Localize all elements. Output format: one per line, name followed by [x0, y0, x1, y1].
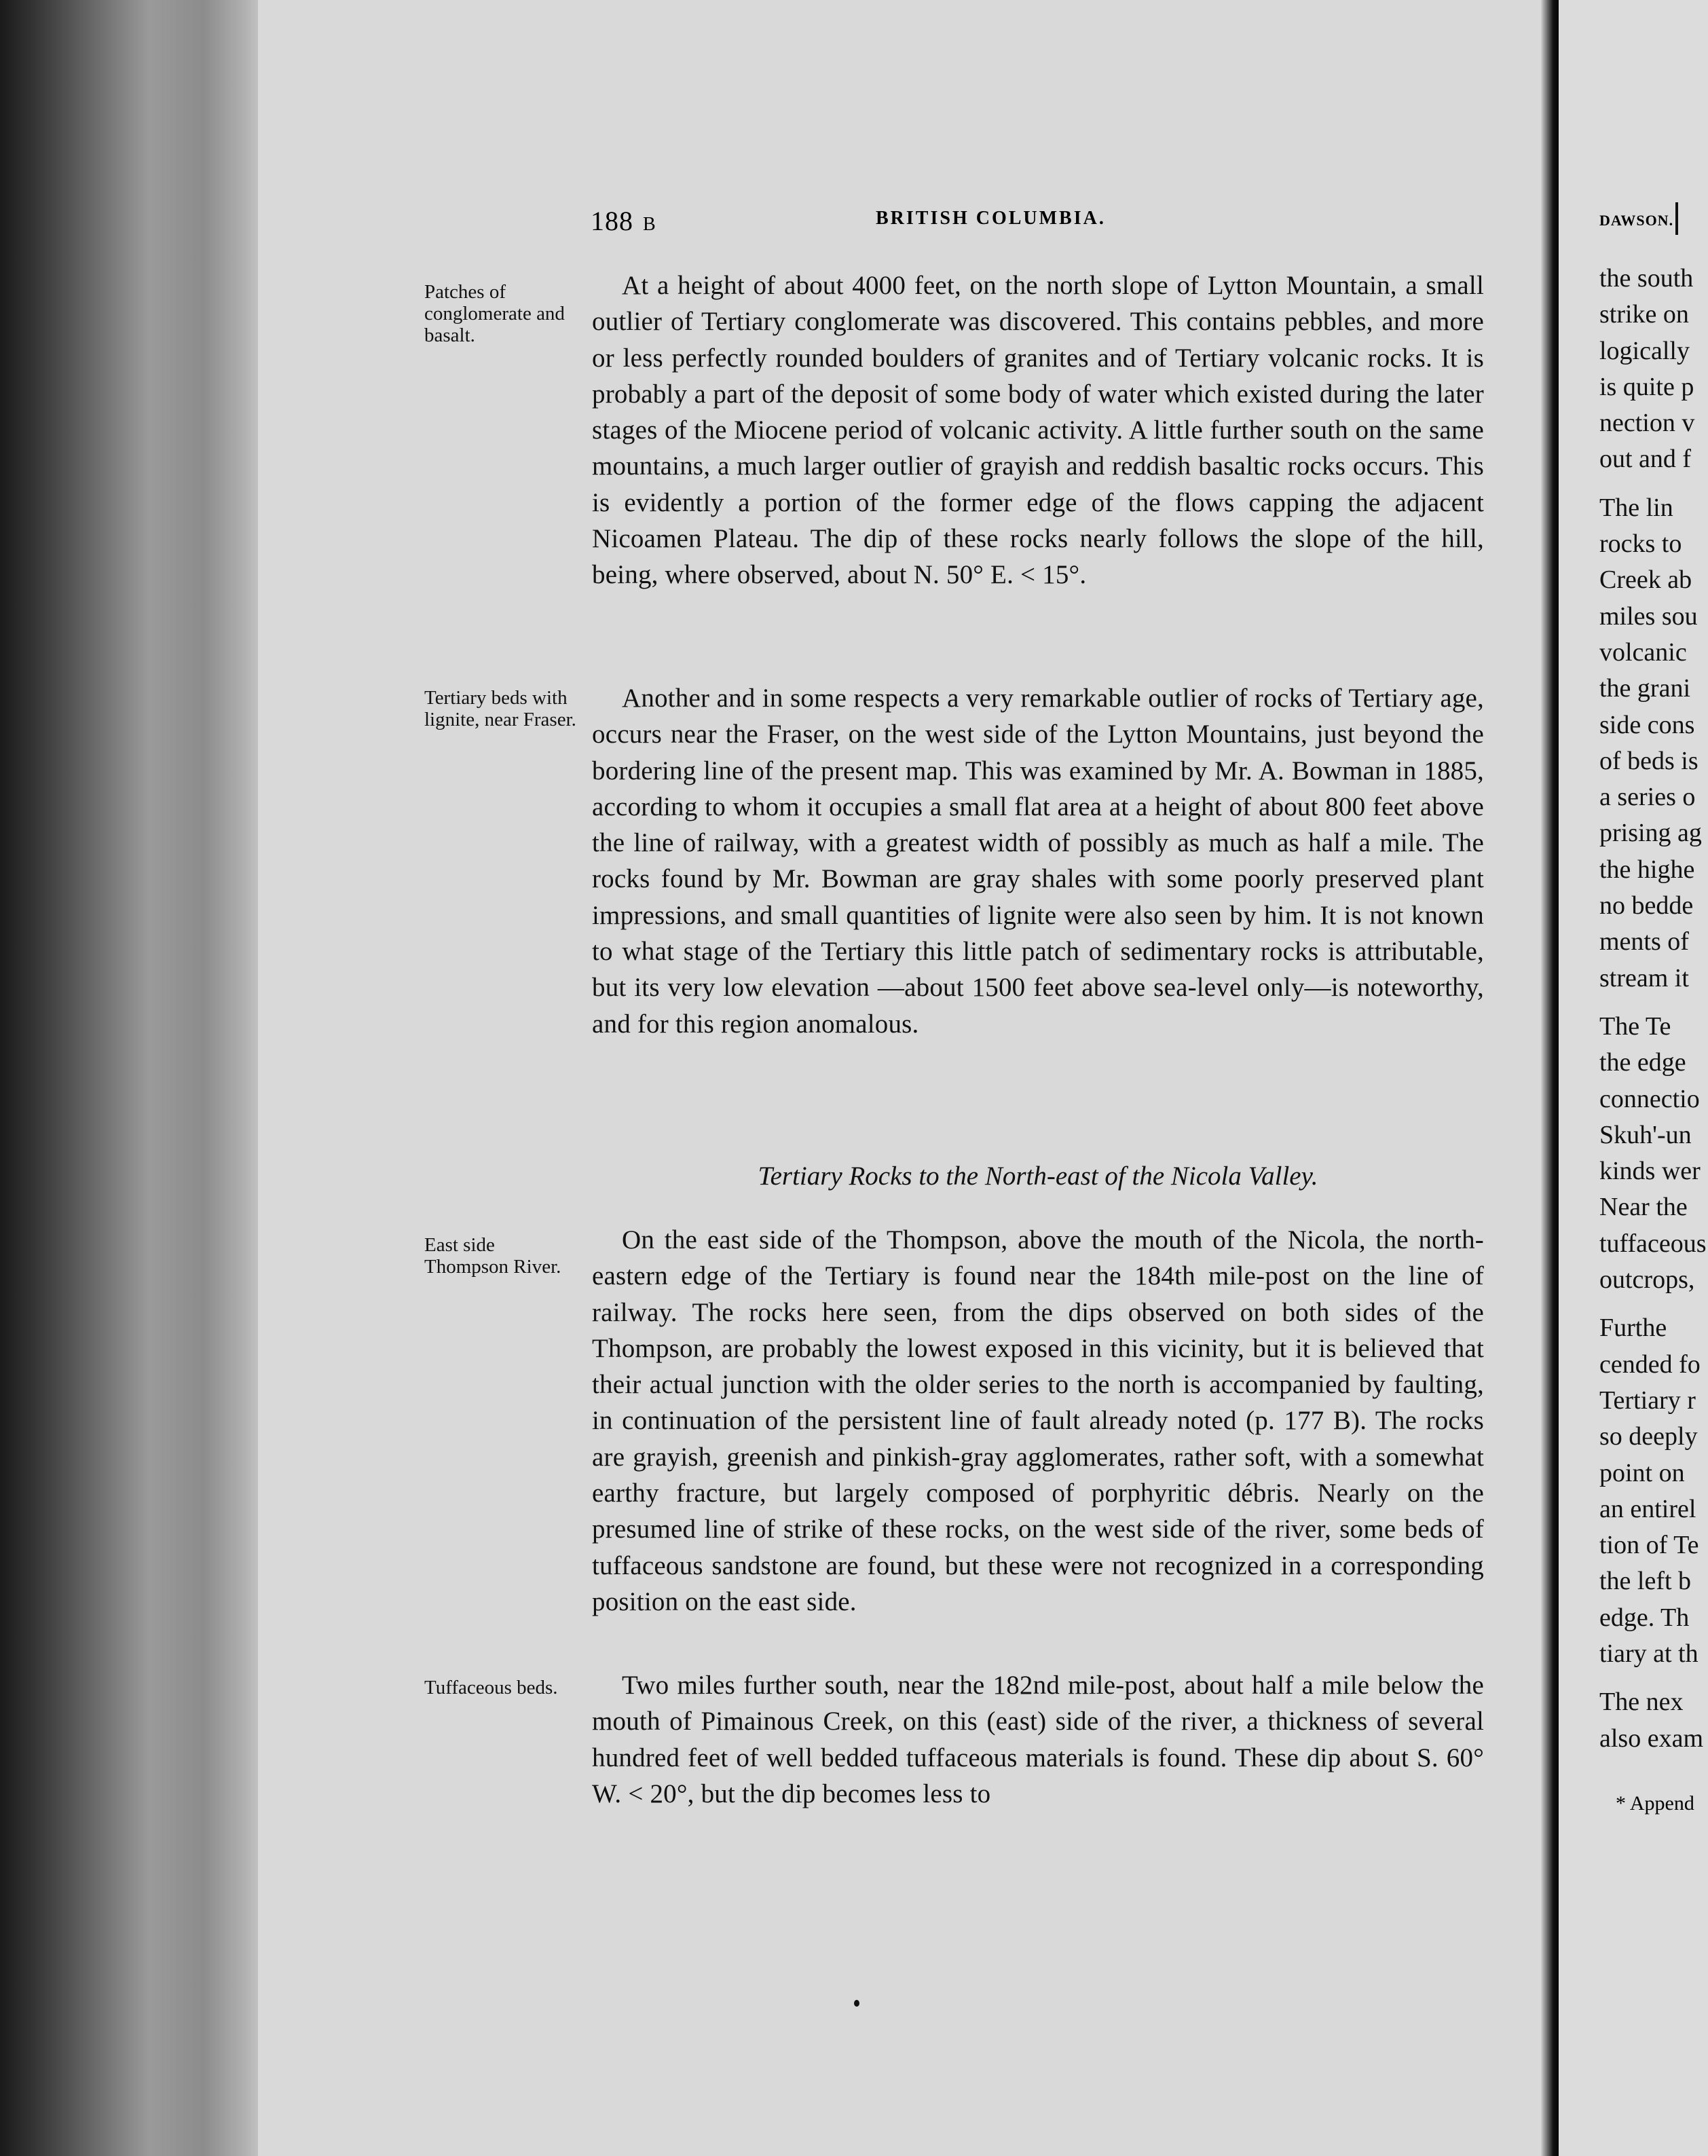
right-line: cended fo: [1599, 1350, 1701, 1379]
right-line: The Te: [1599, 1011, 1671, 1041]
sidenote-tuffaceous: Tuffaceous beds.: [424, 1677, 558, 1698]
right-line: connectio: [1599, 1084, 1700, 1113]
right-line: rocks to: [1599, 529, 1682, 559]
right-line: The lin: [1599, 493, 1673, 522]
right-line: prising ag: [1599, 819, 1702, 848]
page-header: [591, 205, 1493, 239]
right-line: kinds wer: [1599, 1157, 1701, 1186]
page-number: 188 B: [591, 206, 656, 236]
book-spine: [0, 0, 265, 2156]
right-line: nection v: [1599, 409, 1695, 438]
right-line: outcrops,: [1599, 1265, 1695, 1295]
right-line: edge. Th: [1599, 1603, 1690, 1632]
right-page-text: [1599, 261, 1708, 1757]
right-line: Furthe: [1599, 1314, 1667, 1343]
right-page-footnote: * Append: [1616, 1792, 1694, 1815]
right-line: a series o: [1599, 783, 1696, 812]
right-line: logically: [1599, 336, 1690, 365]
right-line: strike on: [1599, 300, 1689, 329]
right-line: out and f: [1599, 445, 1692, 474]
right-line: no bedde: [1599, 891, 1694, 921]
right-line: tiary at th: [1599, 1639, 1698, 1668]
page-speck: [854, 2000, 859, 2007]
right-line: so deeply: [1599, 1422, 1698, 1451]
right-line: is quite p: [1599, 372, 1694, 401]
right-line: volcanic: [1599, 637, 1687, 667]
paragraph-lytton-mountain: At a height of about 4000 feet, on the north slope of Lytton Mountain, a small outlier of Tertiary conglomerate was discovered. This contains pebbles, and more or less perfectly rounded boulders of granites and of Tertiary volcanic rocks. It is probably a part of the deposit of some body of water which existed during the later stages of the Miocene period of volcanic activity. A little further south on the same mountains, a much larger outlier of grayish and reddish basaltic rocks occurs. This is evidently a portion of the former edge of the flows capping the adjacent Nicoamen Plateau. The dip of these rocks nearly follows the slope of the hill, being, where observed, about N. 50° E. < 15°.: [592, 271, 1484, 590]
paragraph-thompson-east: On the east side of the Thompson, above the mouth of the Nicola, the north-eastern edge of the Tertiary is found near the 184th mile-post on the line of railway. The rocks here seen, from the dips observed on both sides of the Thompson, are probably the lowest exposed in this vicinity, but it is believed that their actual junction with the older series to the north is accompanied by faulting, in continuation of the persistent line of fault already noted (p. 177 B). The rocks are grayish, greenish and pinkish-gray agglomerates, rather soft, with a somewhat earthy fracture, but largely composed of porphyritic débris. Nearly on the presumed line of strike of these rocks, on the west side of the river, some beds of tuffaceous sandstone are found, but these were not recognized in a corresponding position on the east side.: [592, 1225, 1484, 1616]
paragraph-pimainous-creek: Two miles further south, near the 182nd mile-post, about half a mile below the mouth of Pimainous Creek, on this (east) side of the river, a thickness of several hundred feet of well bedded tuffaceous materials is found. These dip about S. 60° W. < 20°, but the dip becomes less to: [592, 1671, 1484, 1808]
right-line: tion of Te: [1599, 1531, 1699, 1560]
right-line: tuffaceous: [1599, 1229, 1707, 1258]
right-line: an entirel: [1599, 1494, 1696, 1523]
right-line: the edge: [1599, 1048, 1686, 1077]
right-line: miles sou: [1599, 601, 1698, 631]
sidenote-lignite: Tertiary beds with lignite, near Fraser.: [424, 687, 576, 730]
right-page-header: DAWSON.: [1599, 212, 1674, 229]
paragraph-fraser-outlier: Another and in some respects a very remarkable outlier of rocks of Tertiary age, occurs near the Fraser, on the west side of the Lytton Mountains, just beyond the bordering line of the present map. This was examined by Mr. A. Bowman in 1885, according to whom it occupies a small flat area at a height of about 800 feet above the line of railway, with a greatest width of possibly as much as half a mile. The rocks found by Mr. Bowman are gray shales with some poorly preserved plant impressions, and small quantities of lignite were also seen by him. It is not known to what stage of the Tertiary this little patch of sedimentary rocks is attributable, but its very low elevation —about 1500 feet above sea-level only—is noteworthy, and for this region anomalous.: [592, 684, 1484, 1039]
right-line: Skuh'-un: [1599, 1120, 1692, 1149]
right-line: the highe: [1599, 855, 1695, 884]
right-line: Creek ab: [1599, 565, 1692, 595]
sidenote-thompson: East side Thompson River.: [424, 1234, 561, 1278]
right-line: also exam: [1599, 1724, 1704, 1753]
right-line: the left b: [1599, 1567, 1692, 1596]
right-line: point on: [1599, 1458, 1685, 1487]
right-line: Near the: [1599, 1193, 1688, 1222]
right-page: [1559, 0, 1708, 2156]
right-line: of beds is: [1599, 746, 1698, 775]
right-line: the south: [1599, 264, 1694, 293]
running-title: BRITISH COLUMBIA.: [876, 208, 1106, 229]
section-subheading: Tertiary Rocks to the North-east of the Nicola Valley.: [758, 1161, 1318, 1191]
right-line: Tertiary r: [1599, 1386, 1696, 1415]
right-line: the grani: [1599, 674, 1691, 703]
sidenote-conglomerate: Patches of conglomerate and basalt.: [424, 281, 565, 346]
right-line: side cons: [1599, 710, 1695, 739]
right-line: ments of: [1599, 927, 1689, 956]
right-line: stream it: [1599, 963, 1689, 992]
right-line: The nex: [1599, 1688, 1684, 1717]
